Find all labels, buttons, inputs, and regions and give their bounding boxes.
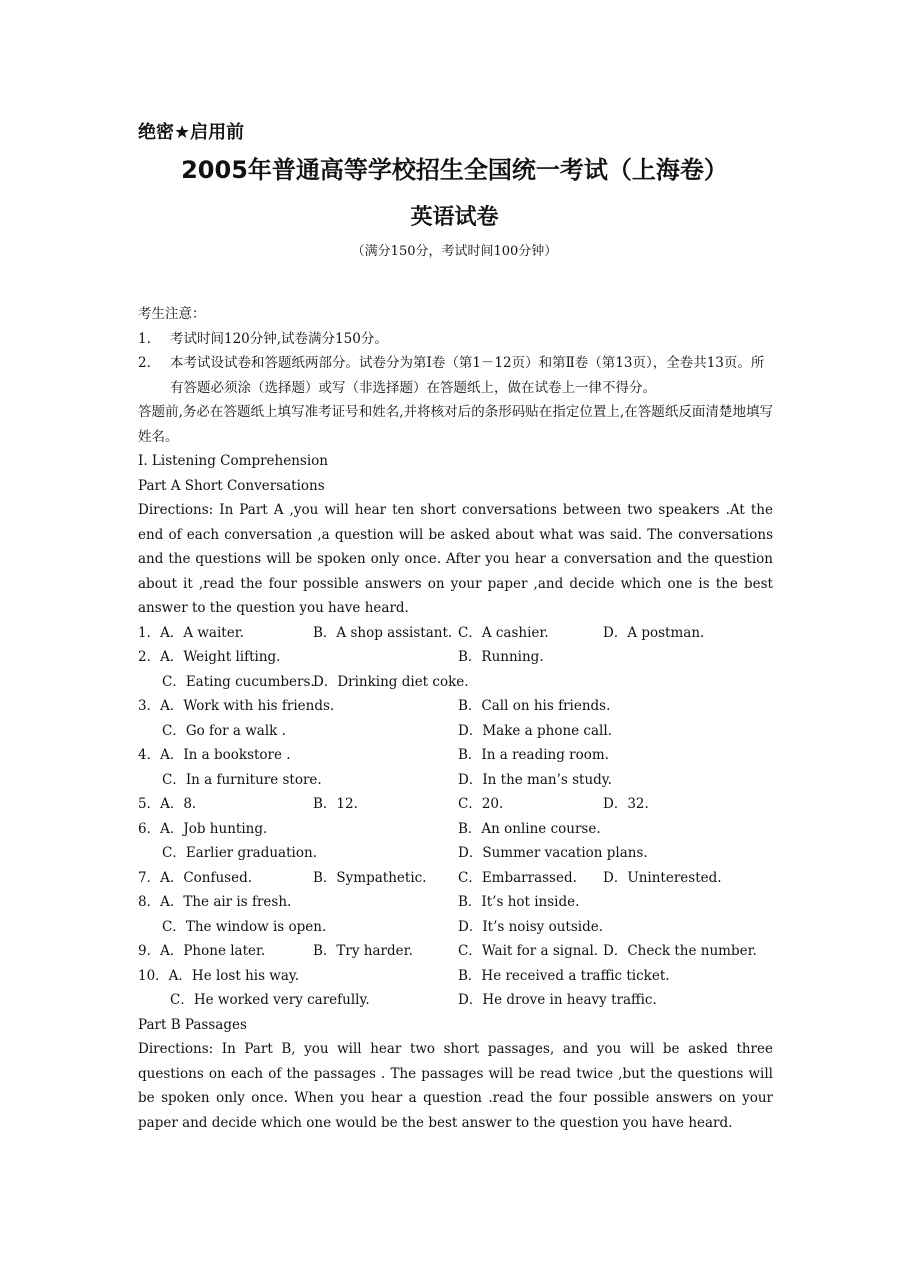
- option-b: B．Running.: [458, 649, 544, 665]
- notice-item-text: 本考试设试卷和答题纸两部分。试卷分为第Ⅰ卷（第1－12页）和第Ⅱ卷（第13页），全卷共13页。所有答题必须涂（选择题）或写（非选择题）在答题纸上，做在试卷上一律不得分。: [170, 355, 765, 396]
- option-c: C．20.: [458, 796, 504, 812]
- part-a-title: Part A Short Conversations: [138, 477, 325, 494]
- part-b-title: Part B Passages: [138, 1016, 247, 1033]
- notice-heading: 考生注意：: [138, 306, 206, 322]
- exam-subtitle: 英语试卷: [410, 205, 499, 230]
- option-a: 8．A．The air is fresh.: [138, 894, 292, 910]
- notice-item-number: 1.: [138, 330, 151, 347]
- section-title: I. Listening Comprehension: [138, 453, 328, 469]
- option-d: D．He drove in heavy traffic.: [458, 992, 657, 1008]
- option-c: C．Eating cucumbers.: [162, 673, 315, 690]
- question-row: [138, 743, 773, 768]
- option-a: 7．A．Confused.: [138, 869, 253, 886]
- question-row: [138, 939, 773, 964]
- question-row: [138, 792, 773, 817]
- option-a: 10．A．He lost his way.: [138, 967, 300, 984]
- option-c: C．The window is open.: [162, 918, 327, 935]
- option-b: B．He received a traffic ticket.: [458, 967, 670, 984]
- question-row: [138, 817, 773, 842]
- option-d: D．Check the number.: [603, 943, 757, 959]
- option-b: B．In a reading room.: [458, 747, 609, 763]
- question-row: [138, 645, 773, 670]
- option-c: C．Wait for a signal.: [458, 943, 599, 959]
- notice-item-number: 2.: [138, 355, 151, 371]
- option-c: C．Go for a walk .: [162, 722, 286, 739]
- option-b: B．Call on his friends.: [458, 698, 611, 714]
- notice-item-text: 考试时间120分钟,试卷满分150分。: [170, 330, 388, 347]
- option-c: C．Embarrassed.: [458, 869, 577, 886]
- option-c: C．In a furniture store.: [162, 771, 322, 788]
- notice-item: [138, 327, 773, 352]
- option-c: C．He worked very carefully.: [170, 992, 370, 1008]
- option-b: B．A shop assistant.: [313, 624, 453, 641]
- option-b: B．Sympathetic.: [313, 869, 427, 886]
- option-d: D．Drinking diet coke.: [313, 673, 469, 690]
- question-row: [138, 719, 773, 744]
- option-d: D．A postman.: [603, 624, 705, 641]
- option-b: B．It’s hot inside.: [458, 894, 580, 910]
- option-a: 5．A．8.: [138, 796, 197, 812]
- option-a: 3．A．Work with his friends.: [138, 698, 335, 714]
- option-a: 9．A．Phone later.: [138, 943, 266, 959]
- question-row: [138, 915, 773, 940]
- question-row: [138, 768, 773, 793]
- option-d: D．Uninterested.: [603, 869, 722, 886]
- question-row: [138, 964, 773, 989]
- question-row: [138, 890, 773, 915]
- option-a: 4．A．In a bookstore .: [138, 747, 291, 763]
- option-d: D．It’s noisy outside.: [458, 918, 603, 935]
- option-b: B．Try harder.: [313, 943, 413, 959]
- option-d: D．Make a phone call.: [458, 722, 612, 739]
- exam-title: 2005年普通高等学校招生全国统一考试（上海卷）: [181, 156, 728, 184]
- exam-note: （满分150分，考试时间100分钟）: [351, 244, 558, 259]
- question-row: [138, 694, 773, 719]
- question-row: [138, 841, 773, 866]
- part-b-directions: Directions: In Part B, you will hear two short passages, and you will be asked three questions on each of the passages . The passages will be read twice ,but the questions will be spoken only once. When you hear a question .read the four possible answers on your paper and decide which one would be the best answer to the question you have heard.: [138, 1041, 773, 1131]
- option-d: D．32.: [603, 796, 649, 812]
- question-row: [138, 670, 773, 695]
- option-b: B．An online course.: [458, 820, 601, 837]
- question-row: [138, 621, 773, 646]
- notice-item: [138, 351, 773, 400]
- option-c: C．Earlier graduation.: [162, 845, 317, 861]
- option-d: D．Summer vacation plans.: [458, 845, 648, 861]
- option-a: 6．A．Job hunting.: [138, 820, 268, 837]
- question-row: [138, 988, 773, 1013]
- option-b: B．12.: [313, 796, 358, 812]
- exam-body: [138, 302, 773, 1135]
- notice-extra: 答题前,务必在答题纸上填写准考证号和姓名,并将核对后的条形码贴在指定位置上,在答题纸反面清楚地填写姓名。: [138, 404, 773, 445]
- option-a: 1．A．A waiter.: [138, 624, 244, 641]
- option-d: D．In the man’s study.: [458, 771, 612, 788]
- secret-label: 绝密★启用前: [138, 122, 245, 143]
- question-row: [138, 866, 773, 891]
- part-a-directions: Directions: In Part A ,you will hear ten short conversations between two speakers .At the end of each conversation ,a question will be asked about what was said. The conversations and the questions will be spoken only once. After you hear a conversation and the question about it ,read the four possible answers on your paper ,and decide which one is the best answer to the question you have heard.: [138, 502, 773, 616]
- option-a: 2．A．Weight lifting.: [138, 649, 281, 665]
- option-c: C．A cashier.: [458, 624, 549, 641]
